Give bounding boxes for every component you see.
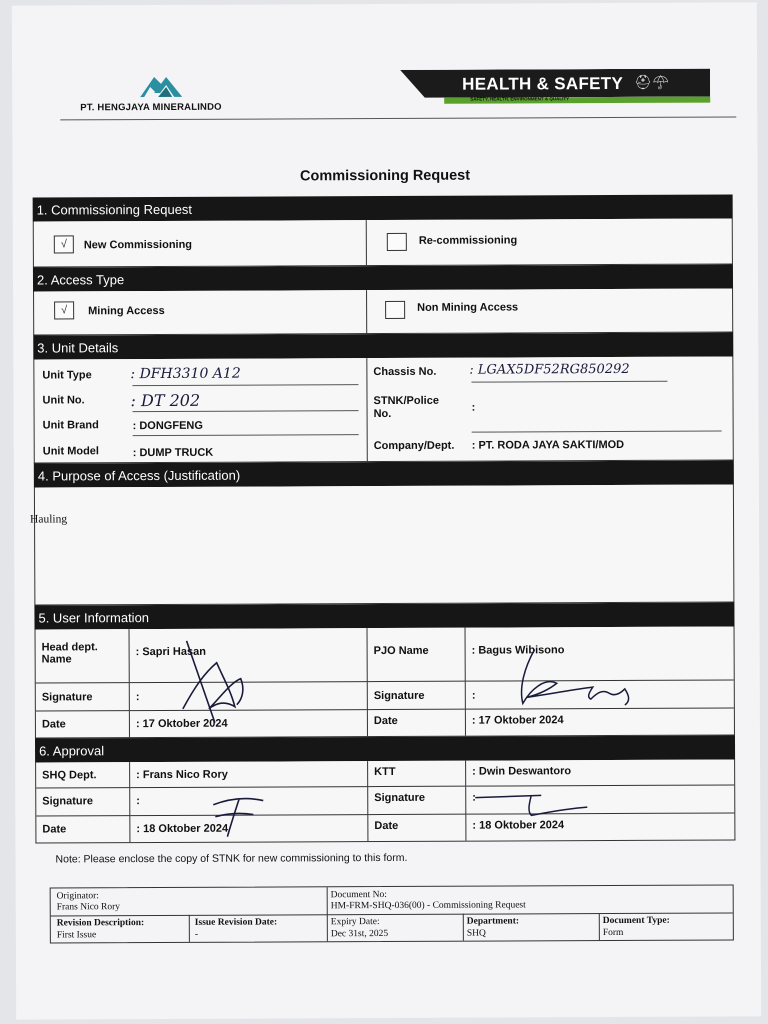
section-heading-commissioning: 1. Commissioning Request <box>33 194 733 221</box>
department-value: SHQ <box>466 928 486 939</box>
purpose-text: Hauling <box>30 513 68 526</box>
shq-signature-label: Signature <box>36 788 130 816</box>
head-dept-signature-field: : <box>130 682 368 711</box>
document-type-value: Form <box>602 927 624 939</box>
recommissioning-checkbox[interactable] <box>387 233 407 251</box>
head-dept-date-label: Date <box>36 711 130 737</box>
company-logo <box>64 71 254 120</box>
footer-vline-3 <box>463 914 464 941</box>
department-label: Department: <box>466 916 520 927</box>
ktt-date-value: : 18 Oktober 2024 <box>472 819 565 832</box>
document-title: Commissioning Request <box>300 167 471 185</box>
originator-label: Originator: <box>56 891 99 902</box>
head-dept-name-value: : Sapri Hasan <box>130 628 368 683</box>
new-commissioning-checkbox[interactable]: √ <box>54 235 74 253</box>
unit-type-label: Unit Type <box>42 369 92 382</box>
shq-dept-label: SHQ Dept. <box>36 762 130 788</box>
pjo-date-label: Date <box>368 710 466 736</box>
unit-brand-label: Unit Brand <box>42 419 99 432</box>
head-dept-date-value: : 17 Oktober 2024 <box>130 710 368 737</box>
company-dept-value: : PT. RODA JAYA SAKTI/MOD <box>471 438 625 452</box>
ktt-label: KTT <box>368 761 466 787</box>
health-safety-banner <box>400 69 710 104</box>
doc-no-label: Document No: <box>330 890 387 901</box>
expiry-date-value: Dec 31st, 2025 <box>330 928 389 940</box>
safety-gear-icon: ⛑☂ <box>634 73 670 90</box>
mining-access-checkbox[interactable]: √ <box>54 301 74 319</box>
banner-subtitle: SAFETY, HEALTH, ENVIRONMENT & QUALITY <box>470 96 570 102</box>
unit-no-value: : DT 202 <box>130 390 201 411</box>
head-dept-signature-label: Signature <box>36 683 130 711</box>
originator-value: Frans Nico Rory <box>56 902 121 913</box>
pjo-signature-field: : <box>466 680 734 709</box>
ktt-date-label: Date <box>368 815 466 841</box>
shq-dept-value: : Frans Nico Rory <box>130 761 368 788</box>
document-type-label: Document Type: <box>602 915 670 927</box>
unit-brand-underline <box>133 434 359 436</box>
document-control-footer <box>50 884 734 943</box>
ktt-signature <box>471 789 601 830</box>
ktt-signature-field: : <box>466 785 734 814</box>
unit-no-underline <box>133 410 359 412</box>
non-mining-access-label: Non Mining Access <box>417 301 519 314</box>
issue-revision-date-value: - <box>194 929 199 940</box>
pjo-name-value: : Bagus Wibisono <box>466 626 734 681</box>
chassis-no-label: Chassis No. <box>373 365 437 379</box>
shq-date-value: : 18 Oktober 2024 <box>130 815 368 842</box>
recommissioning-label: Re-commissioning <box>418 234 518 247</box>
shq-date-label: Date <box>36 816 130 842</box>
expiry-date-label: Expiry Date: <box>330 917 380 928</box>
section-heading-access-type: 2. Access Type <box>33 264 733 291</box>
form-sheet <box>12 2 761 1019</box>
section-heading-unit-details: 3. Unit Details <box>33 332 733 359</box>
commissioning-options <box>33 218 733 267</box>
doc-no-value: HM-FRM-SHQ-036(00) - Commissioning Request <box>330 900 526 912</box>
section-heading-approval: 6. Approval <box>35 735 735 762</box>
shq-signature <box>205 790 275 840</box>
unit-no-label: Unit No. <box>42 394 85 407</box>
stnk-note: Note: Please enclose the copy of STNK for new commissioning to this form. <box>55 851 408 866</box>
unit-type-value: : DFH3310 A12 <box>130 365 241 383</box>
access-type-options <box>33 288 733 335</box>
ktt-value: : Dwin Deswantoro <box>466 759 734 786</box>
unit-brand-value: : DONGFENG <box>132 419 203 433</box>
footer-vline-2 <box>189 915 190 942</box>
revision-description-value: First Issue <box>56 930 97 941</box>
stnk-police-no-value: : <box>471 401 476 414</box>
chassis-no-value: : LGAX5DF52RG850292 <box>469 361 630 378</box>
footer-vline-4 <box>599 913 600 940</box>
approval-table <box>35 759 735 843</box>
unit-model-value: : DUMP TRUCK <box>132 446 214 460</box>
purpose-box <box>34 484 735 605</box>
stnk-underline <box>472 431 722 433</box>
new-commissioning-label: New Commissioning <box>83 238 193 252</box>
banner-title: HEALTH & SAFETY <box>462 73 624 94</box>
shq-signature-field: : <box>130 787 368 816</box>
pjo-name-label: PJO Name <box>368 628 466 682</box>
unit-model-label: Unit Model <box>42 445 99 458</box>
section-heading-purpose: 4. Purpose of Access (Justification) <box>34 460 734 487</box>
company-dept-label: Company/Dept. <box>373 439 455 453</box>
unit-type-underline <box>132 384 358 386</box>
ktt-signature-label: Signature <box>368 787 466 815</box>
pjo-signature-label: Signature <box>368 682 466 710</box>
head-dept-name-label: Head dept. Name <box>36 629 130 683</box>
stnk-police-no-label: STNK/Police No. <box>373 394 439 421</box>
mining-access-label: Mining Access <box>88 304 165 318</box>
pjo-date-value: : 17 Oktober 2024 <box>471 714 564 727</box>
pjo-signature <box>505 643 655 714</box>
issue-revision-date-label: Issue Revision Date: <box>194 917 278 928</box>
chassis-underline <box>471 381 667 383</box>
head-dept-signature <box>165 637 255 727</box>
logo-mark-icon <box>136 71 188 99</box>
company-name: PT. HENGJAYA MINERALINDO <box>80 101 222 114</box>
non-mining-access-checkbox[interactable] <box>385 301 405 319</box>
revision-description-label: Revision Description: <box>56 918 145 929</box>
form-body <box>33 194 736 843</box>
section-heading-user-information: 5. User Information <box>34 602 734 629</box>
unit-details-table <box>33 356 733 463</box>
footer-vline-1 <box>327 887 328 941</box>
